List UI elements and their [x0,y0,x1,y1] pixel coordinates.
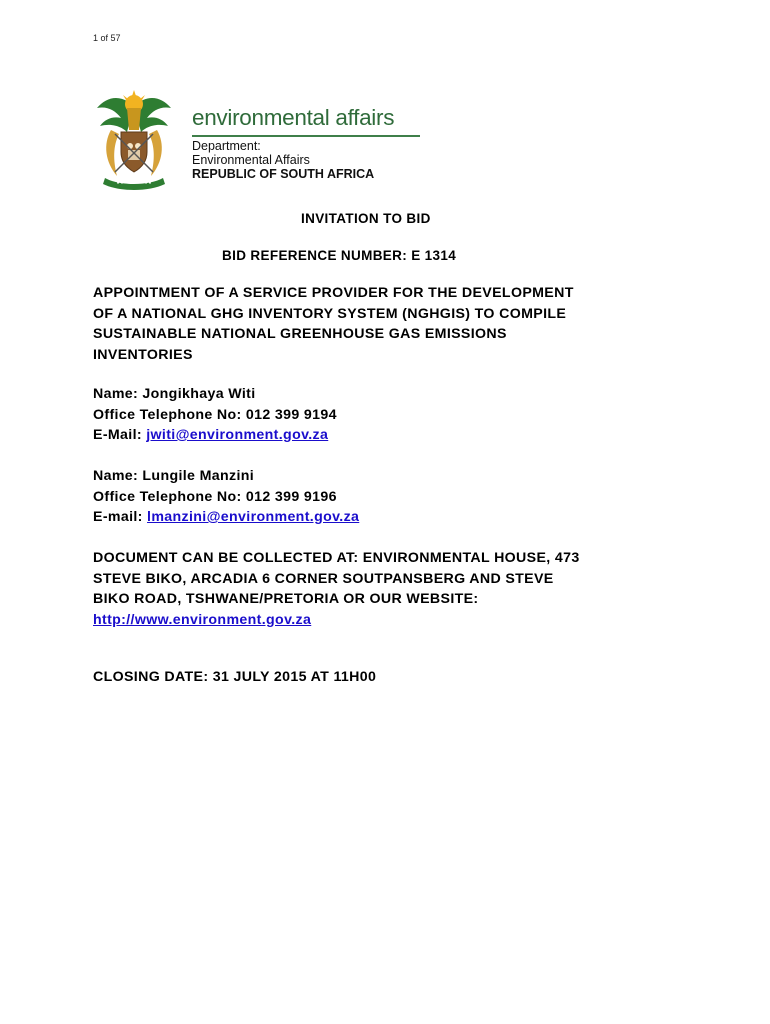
logo-country: REPUBLIC OF SOUTH AFRICA [192,167,375,181]
collection-line: STEVE BIKO, ARCADIA 6 CORNER SOUTPANSBERG AND STEVE [93,570,554,587]
contact-2 [93,466,359,528]
contact-email-label: E-mail: [93,509,148,525]
appointment-line: INVENTORIES [93,346,193,363]
logo-title: environmental affairs [192,105,395,130]
contact-email-label: E-Mail: [93,427,147,443]
website-link[interactable]: http://www.environment.gov.za [93,611,312,628]
appointment-description [93,283,574,365]
page-counter: 1 of 57 [93,33,121,43]
closing-date: CLOSING DATE: 31 JULY 2015 AT 11H00 [93,669,377,685]
collection-line: BIKO ROAD, TSHWANE/PRETORIA OR OUR WEBSITE: [93,591,479,607]
coat-of-arms-icon [93,86,175,192]
contact-email-row [93,507,359,528]
contact-name: Name: Jongikhaya Witi [93,386,256,402]
contact-name: Name: Lungile Manzini [93,468,255,484]
department-logo [93,86,425,192]
contact-1 [93,384,337,446]
contact-email-link[interactable]: lmanzini@environment.gov.za [147,509,360,525]
contact-phone: Office Telephone No: 012 399 9194 [93,406,337,423]
document-title: INVITATION TO BID [301,211,431,226]
contact-phone: Office Telephone No: 012 399 9196 [93,488,337,505]
collection-line: DOCUMENT CAN BE COLLECTED AT: ENVIRONMENTAL HOUSE, 473 [93,550,580,566]
logo-divider [192,135,420,137]
contact-email-row [93,425,337,446]
logo-department-label: Department: [192,139,261,153]
appointment-line: OF A NATIONAL GHG INVENTORY SYSTEM (NGHGIS) TO COMPILE [93,305,567,322]
bid-reference: BID REFERENCE NUMBER: E 1314 [222,248,457,263]
appointment-line: SUSTAINABLE NATIONAL GREENHOUSE GAS EMISSIONS [93,326,507,342]
contact-email-link[interactable]: jwiti@environment.gov.za [146,427,329,443]
appointment-line: APPOINTMENT OF A SERVICE PROVIDER FOR THE DEVELOPMENT [93,285,574,301]
logo-department-name: Environmental Affairs [192,153,310,167]
collection-info [93,548,580,630]
